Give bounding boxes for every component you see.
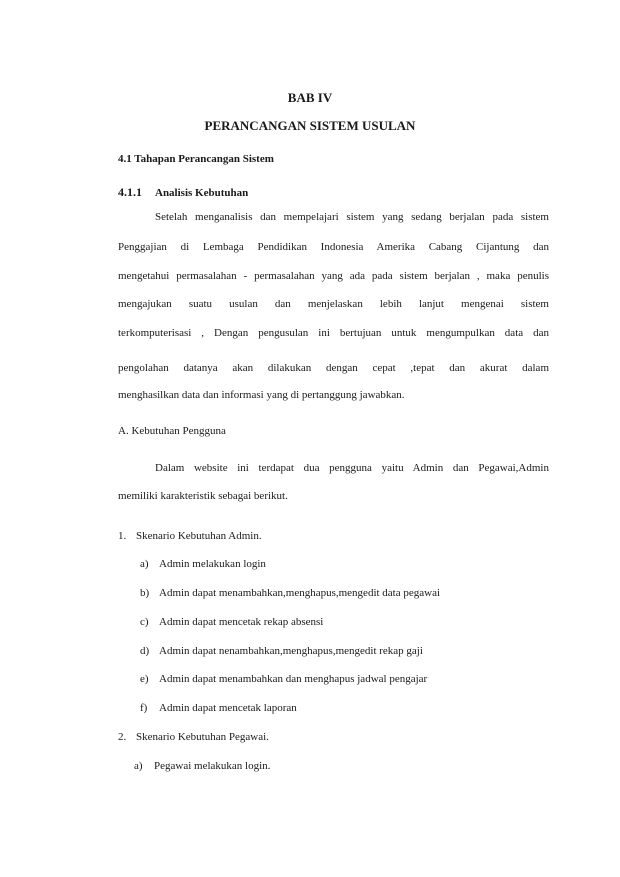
list-item <box>140 702 297 714</box>
list-text: Admin melakukan login <box>159 558 266 570</box>
paragraph-line: Penggajian di Lembaga Pendidikan Indonesia Amerika Cabang Cijantung dan <box>118 241 549 253</box>
list-label: a) <box>134 760 143 772</box>
paragraph-line: mengajukan suatu usulan dan menjelaskan lebih lanjut mengenai sistem <box>118 298 549 310</box>
list-number: 2. <box>118 731 127 743</box>
list-item <box>140 616 323 628</box>
list-title: Skenario Kebutuhan Pegawai. <box>136 731 269 743</box>
list-label: d) <box>140 645 150 657</box>
list-text: Admin dapat menambahkan dan menghapus jadwal pengajar <box>159 673 428 685</box>
paragraph-line: memiliki karakteristik sebagai berikut. <box>118 490 288 502</box>
chapter-title: PERANCANGAN SISTEM USULAN <box>204 118 416 133</box>
paragraph-line: terkomputerisasi , Dengan pengusulan ini bertujuan untuk mengumpulkan data dan <box>118 327 549 339</box>
list-label: c) <box>140 616 149 628</box>
list-label: b) <box>140 587 150 599</box>
list-text: Admin dapat menambahkan,menghapus,mengedit data pegawai <box>159 587 441 599</box>
chapter-heading: BAB IV <box>287 90 333 105</box>
paragraph-line: Setelah menganalisis dan mempelajari sistem yang sedang berjalan pada sistem <box>155 211 549 223</box>
list-label: e) <box>140 673 149 685</box>
paragraph-line: mengetahui permasalahan - permasalahan yang ada pada sistem berjalan , maka penulis <box>118 270 549 282</box>
list-item <box>140 645 423 657</box>
list-label: a) <box>140 558 149 570</box>
list-label: f) <box>140 702 148 714</box>
list-item <box>134 760 270 772</box>
list-item-admin-scenario <box>118 530 262 542</box>
list-text: Pegawai melakukan login. <box>154 760 271 772</box>
list-text: Admin dapat nenambahkan,menghapus,mengedit rekap gaji <box>159 645 423 657</box>
paragraph-line: menghasilkan data dan informasi yang di pertanggung jawabkan. <box>118 389 405 401</box>
section-heading-4-1-1 <box>118 185 248 200</box>
list-item-pegawai-scenario <box>118 731 269 743</box>
section-number: 4.1.1 <box>118 185 142 199</box>
list-item <box>140 587 440 599</box>
subheading-a: A. Kebutuhan Pengguna <box>118 425 226 437</box>
list-number: 1. <box>118 530 127 542</box>
list-text: Admin dapat mencetak laporan <box>159 702 297 714</box>
section-title: Analisis Kebutuhan <box>155 187 249 199</box>
paragraph-line: Dalam website ini terdapat dua pengguna yaitu Admin dan Pegawai,Admin <box>155 462 549 474</box>
list-text: Admin dapat mencetak rekap absensi <box>159 616 324 628</box>
list-item <box>140 673 427 685</box>
paragraph-line: pengolahan datanya akan dilakukan dengan cepat ,tepat dan akurat dalam <box>118 362 549 374</box>
list-title: Skenario Kebutuhan Admin. <box>136 530 262 542</box>
list-item <box>140 558 266 570</box>
section-heading-4-1: 4.1 Tahapan Perancangan Sistem <box>118 153 274 165</box>
